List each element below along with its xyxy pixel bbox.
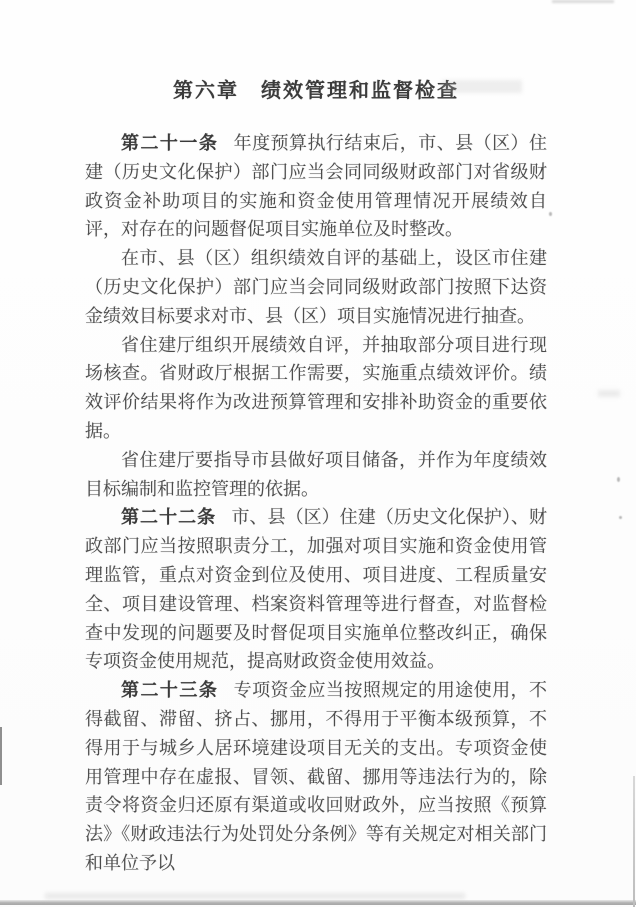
article-21-sub3-text: 省住建厅组织开展绩效自评，并抽取部分项目进行现场核查。省财政厅根据工作需要，实施重点绩效评价。绩效评价结果将作为改进预算管理和安排补助资金的重要依据。 <box>85 334 547 441</box>
paragraph-article-21-sub4 <box>85 446 547 504</box>
chapter-title: 第六章 绩效管理和监督检查 <box>173 80 459 102</box>
scan-edge-bottom <box>0 900 636 905</box>
scan-smudge <box>45 893 465 899</box>
article-23-text: 专项资金应当按照规定的用途使用，不得截留、滞留、挤占、挪用，不得用于平衡本级预算，不得用于与城乡人居环境建设项目无关的支出。专项资金使用管理中存在虚报、冒领、截留、挪用等违法行为的，除责令将资金归还原有渠道或收回财政外，应当按照《预算法》《财政违法行为处罚处分条例》等有关规定对相关部门和单位予以 <box>85 680 548 873</box>
paragraph-article-21-sub3 <box>85 331 547 446</box>
article-21-sub4-text: 省住建厅要指导市县做好项目储备，并作为年度绩效目标编制和监控管理的依据。 <box>85 449 547 499</box>
article-23-number: 第二十三条 <box>121 680 219 701</box>
scan-edge-top-right <box>552 0 614 3</box>
article-21-text: 年度预算执行结束后，市、县（区）住建（历史文化保护）部门应当会同同级财政部门对省级财政资金补助项目的实施和资金使用管理情况开展绩效自评，对存在的问题督促项目实施单位及时整改。 <box>85 133 548 240</box>
paragraph-article-21 <box>85 129 547 244</box>
scan-speck <box>619 516 622 519</box>
document-body <box>85 129 547 878</box>
article-22-text: 市、县（区）住建（历史文化保护）、财政部门应当按照职责分工，加强对项目实施和资金使用管理监管，重点对资金到位及使用、项目进度、工程质量安全、项目建设管理、档案资料管理等进行督查，对监督检查中发现的问题要及时督促项目实施单位整改纠正，确保专项资金使用规范，提高财政资金使用效益。 <box>85 507 548 672</box>
article-22-number: 第二十二条 <box>121 507 217 528</box>
paragraph-article-22 <box>85 503 547 676</box>
article-21-number: 第二十一条 <box>121 133 219 153</box>
article-21-sub2-text: 在市、县（区）组织绩效自评的基础上，设区市住建（历史文化保护）部门应当会同同级财政部门按照下达资金绩效目标要求对市、县（区）项目实施情况进行抽查。 <box>85 248 547 326</box>
scan-speck <box>617 477 620 482</box>
scan-edge-right <box>633 776 635 907</box>
scan-smudge <box>598 390 620 397</box>
scan-edge-left <box>0 727 2 785</box>
paragraph-article-21-sub2 <box>85 244 547 330</box>
paragraph-article-23 <box>85 676 547 878</box>
scan-speck <box>549 212 552 216</box>
